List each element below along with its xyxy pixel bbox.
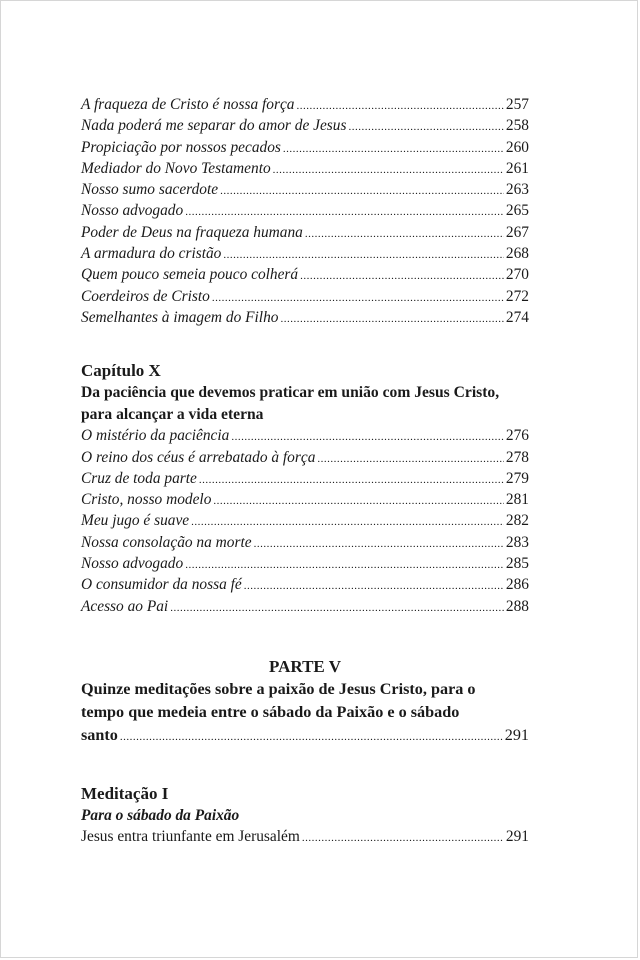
toc-entry-page: 270 (505, 266, 529, 284)
part-description-line2: tempo que medeia entre o sábado da Paixão e o sábado (81, 702, 460, 721)
toc-entry[interactable] (81, 468, 529, 489)
toc-entry-title: Nosso advogado (81, 555, 184, 573)
dot-leader (199, 470, 504, 491)
toc-entry-title: Poder de Deus na fraqueza humana (81, 223, 303, 241)
toc-entry-title: Meu jugo é suave (81, 512, 190, 530)
toc-entry-title: Coerdeiros de Cristo (81, 287, 210, 305)
dot-leader (185, 555, 504, 576)
toc-entry-title: Propiciação por nossos pecados (81, 138, 281, 156)
toc-entry-page: 263 (505, 181, 529, 199)
meditation-subtitle: Para o sábado da Paixão (81, 806, 240, 824)
toc-entry-title: Acesso ao Pai (81, 597, 169, 615)
chapter-subtitle-line1: Da paciência que devemos praticar em união com Jesus Cristo, (81, 384, 500, 402)
toc-entry-title: Nossa consolação na morte (81, 533, 252, 551)
toc-entry[interactable] (81, 200, 529, 221)
toc-section-entries (81, 94, 529, 328)
toc-entry-page: 261 (505, 159, 529, 177)
dot-leader (302, 828, 504, 849)
dot-leader (254, 534, 504, 555)
toc-entry[interactable] (81, 553, 529, 574)
toc-entry[interactable] (81, 574, 529, 595)
toc-entry-title: Nosso sumo sacerdote (81, 181, 219, 199)
dot-leader (283, 139, 504, 160)
meditation-heading: Meditação I (81, 783, 169, 803)
toc-entry-page: 268 (505, 245, 529, 263)
part-description-line3: santo (81, 725, 118, 744)
toc-entry[interactable] (81, 307, 529, 328)
toc-entry-page: 286 (505, 576, 529, 594)
toc-entry[interactable] (81, 179, 529, 200)
dot-leader (212, 288, 504, 309)
dot-leader (300, 266, 504, 287)
part-description-entry[interactable] (81, 724, 529, 749)
chapter-entries (81, 425, 529, 617)
toc-entry-page: 258 (505, 117, 529, 135)
part-description-line1: Quinze meditações sobre a paixão de Jesus Cristo, para o (81, 679, 476, 698)
toc-entry-title: O consumidor da nossa fé (81, 576, 242, 594)
toc-entry-page: 257 (505, 96, 529, 113)
toc-entry-page: 265 (505, 202, 529, 220)
dot-leader (191, 512, 504, 533)
toc-entry[interactable] (81, 115, 529, 136)
chapter-heading: Capítulo X (81, 361, 161, 381)
toc-entry[interactable] (81, 489, 529, 510)
toc-entry-page: 281 (505, 491, 529, 509)
toc-entry-page: 267 (505, 223, 529, 241)
dot-leader (317, 449, 504, 470)
toc-entry-title: A armadura do cristão (81, 245, 222, 263)
toc-entry[interactable] (81, 532, 529, 553)
toc-entry[interactable] (81, 286, 529, 307)
dot-leader (220, 181, 504, 202)
dot-leader (213, 491, 503, 512)
toc-entry-page: 279 (505, 469, 529, 487)
toc-entry-page: 282 (505, 512, 529, 530)
chapter-subtitle-line2: para alcançar a vida eterna (81, 405, 264, 423)
toc-entry-page: 291 (504, 725, 529, 744)
toc-entry[interactable] (81, 425, 529, 446)
toc-entry-title: Semelhantes à imagem do Filho (81, 308, 279, 326)
dot-leader (231, 427, 504, 448)
table-of-contents (81, 94, 529, 847)
dot-leader (185, 202, 504, 223)
toc-entry[interactable] (81, 596, 529, 617)
dot-leader (273, 160, 504, 181)
toc-entry[interactable] (81, 243, 529, 264)
toc-entry-page: 283 (505, 533, 529, 551)
toc-entry-page: 278 (505, 448, 529, 466)
toc-entry-title: Cruz de toda parte (81, 469, 197, 487)
toc-entry[interactable] (81, 510, 529, 531)
toc-entry-title: Cristo, nosso modelo (81, 491, 212, 509)
toc-entry-title: A fraqueza de Cristo é nossa força (81, 96, 295, 113)
toc-entry-title: Quem pouco semeia pouco colherá (81, 266, 299, 284)
toc-entry-title: Nosso advogado (81, 202, 184, 220)
toc-entry-page: 291 (505, 827, 529, 845)
dot-leader (244, 576, 504, 597)
toc-entry-page: 285 (505, 555, 529, 573)
toc-entry-page: 260 (505, 138, 529, 156)
dot-leader (170, 598, 504, 619)
dot-leader (348, 117, 503, 138)
dot-leader (280, 309, 503, 330)
dot-leader (120, 726, 503, 749)
toc-entry[interactable] (81, 94, 529, 115)
dot-leader (223, 245, 504, 266)
dot-leader (305, 224, 504, 245)
toc-entry-page: 288 (505, 597, 529, 615)
toc-entry[interactable] (81, 158, 529, 179)
toc-entry[interactable] (81, 137, 529, 158)
toc-entry-title: Nada poderá me separar do amor de Jesus (81, 117, 347, 135)
toc-entry[interactable] (81, 447, 529, 468)
toc-entry-title: O reino dos céus é arrebatado à força (81, 448, 316, 466)
dot-leader (296, 96, 503, 117)
toc-entry[interactable] (81, 826, 529, 847)
toc-entry[interactable] (81, 264, 529, 285)
part-heading: PARTE V (269, 656, 341, 676)
toc-entry-title: Jesus entra triunfante em Jerusalém (81, 827, 300, 845)
toc-entry-page: 276 (505, 427, 529, 445)
toc-entry-title: O mistério da paciência (81, 427, 230, 445)
toc-entry-page: 274 (505, 308, 529, 326)
toc-entry[interactable] (81, 222, 529, 243)
toc-entry-page: 272 (505, 287, 529, 305)
toc-entry-title: Mediador do Novo Testamento (81, 159, 271, 177)
